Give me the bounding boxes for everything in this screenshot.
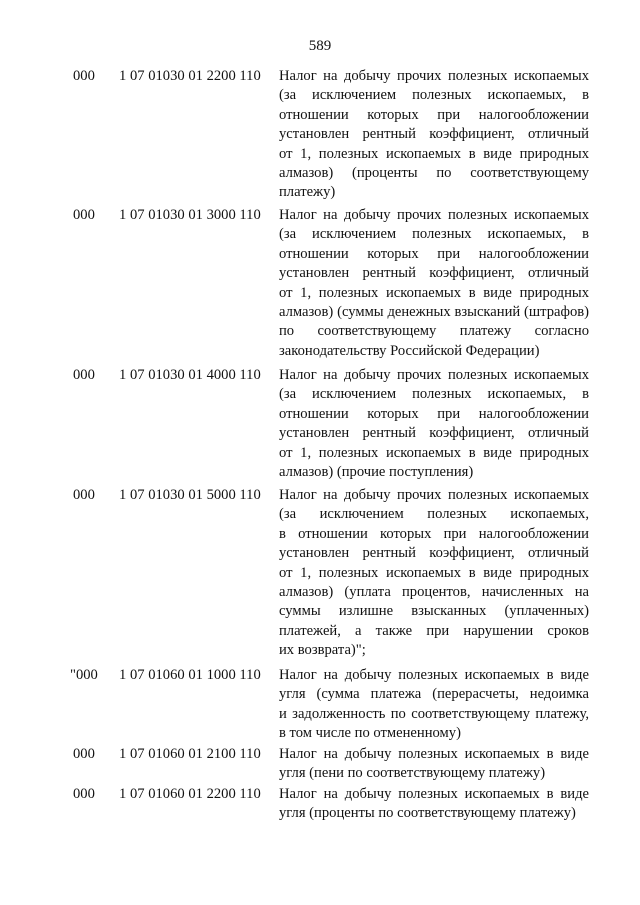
entry-description xyxy=(279,486,589,661)
description-line: суммы излишне взысканных (уплаченных) xyxy=(279,603,589,620)
admin-code: 000 xyxy=(73,68,95,84)
description-line: Налог на добычу прочих полезных ископаемых xyxy=(279,367,589,383)
budget-classification-code: 1 07 01060 01 2200 110 xyxy=(119,786,261,802)
budget-classification-code: 1 07 01030 01 4000 110 xyxy=(119,367,261,383)
description-line: отношении которых при налогообложении xyxy=(279,405,589,422)
admin-code: 000 xyxy=(73,746,95,762)
budget-classification-code: 1 07 01030 01 2200 110 xyxy=(119,68,261,84)
description-line: отношении которых при налогообложении xyxy=(279,106,589,123)
admin-code: 000 xyxy=(73,487,95,503)
description-line: Налог на добычу прочих полезных ископаемых xyxy=(279,487,589,503)
entry-description xyxy=(279,785,589,824)
description-line: Налог на добычу прочих полезных ископаемых xyxy=(279,207,589,223)
description-line: (за исключением полезных ископаемых, в xyxy=(279,226,589,243)
entry-description xyxy=(279,666,589,744)
description-line: установлен рентный коэффициент, отличный xyxy=(279,265,589,282)
admin-code: "000 xyxy=(70,667,98,683)
entry-description xyxy=(279,206,589,361)
description-line: Налог на добычу полезных ископаемых в виде xyxy=(279,746,589,762)
description-line: от 1, полезных ископаемых в виде природных xyxy=(279,444,589,461)
description-line: Налог на добычу полезных ископаемых в виде xyxy=(279,786,589,802)
description-line: законодательству Российской Федерации) xyxy=(279,342,540,359)
description-line: угля (проценты по соответствующему платежу) xyxy=(279,805,576,822)
budget-classification-code: 1 07 01060 01 1000 110 xyxy=(119,667,261,683)
description-line: угля (сумма платежа (перерасчеты, недоимка xyxy=(279,686,589,703)
description-line: платежей, а также при нарушении сроков xyxy=(279,622,589,639)
budget-classification-code: 1 07 01030 01 3000 110 xyxy=(119,207,261,223)
description-line: их возврата)"; xyxy=(279,642,366,659)
description-line: в том числе по отмененному) xyxy=(279,725,461,742)
page-number: 589 xyxy=(308,38,332,54)
entry-description xyxy=(279,366,589,482)
description-line: алмазов) (прочие поступления) xyxy=(279,463,474,480)
description-line: и задолженность по соответствующему платежу, xyxy=(279,705,589,722)
description-line: алмазов) (уплата процентов, начисленных на xyxy=(279,583,589,600)
description-line: от 1, полезных ископаемых в виде природных xyxy=(279,284,589,301)
description-line: от 1, полезных ископаемых в виде природных xyxy=(279,145,589,162)
description-line: Налог на добычу полезных ископаемых в виде xyxy=(279,667,589,683)
admin-code: 000 xyxy=(73,367,95,383)
entry-description xyxy=(279,745,589,784)
budget-classification-code: 1 07 01060 01 2100 110 xyxy=(119,746,261,762)
description-line: Налог на добычу прочих полезных ископаемых xyxy=(279,68,589,84)
description-line: алмазов) (проценты по соответствующему xyxy=(279,164,589,181)
description-line: платежу) xyxy=(279,184,336,201)
budget-classification-code: 1 07 01030 01 5000 110 xyxy=(119,487,261,503)
description-line: установлен рентный коэффициент, отличный xyxy=(279,545,589,562)
description-line: установлен рентный коэффициент, отличный xyxy=(279,126,589,143)
description-line: отношении которых при налогообложении xyxy=(279,245,589,262)
description-line: угля (пени по соответствующему платежу) xyxy=(279,765,546,782)
description-line: (за исключением полезных ископаемых, xyxy=(279,506,589,523)
description-line: в отношении которых при налогообложении xyxy=(279,525,589,542)
admin-code: 000 xyxy=(73,207,95,223)
admin-code: 000 xyxy=(73,786,95,802)
description-line: (за исключением полезных ископаемых, в xyxy=(279,87,589,104)
description-line: (за исключением полезных ископаемых, в xyxy=(279,386,589,403)
description-line: алмазов) (суммы денежных взысканий (штрафов) xyxy=(279,303,589,320)
description-line: по соответствующему платежу согласно xyxy=(279,323,589,340)
entry-description xyxy=(279,67,589,203)
description-line: от 1, полезных ископаемых в виде природных xyxy=(279,564,589,581)
description-line: установлен рентный коэффициент, отличный xyxy=(279,425,589,442)
